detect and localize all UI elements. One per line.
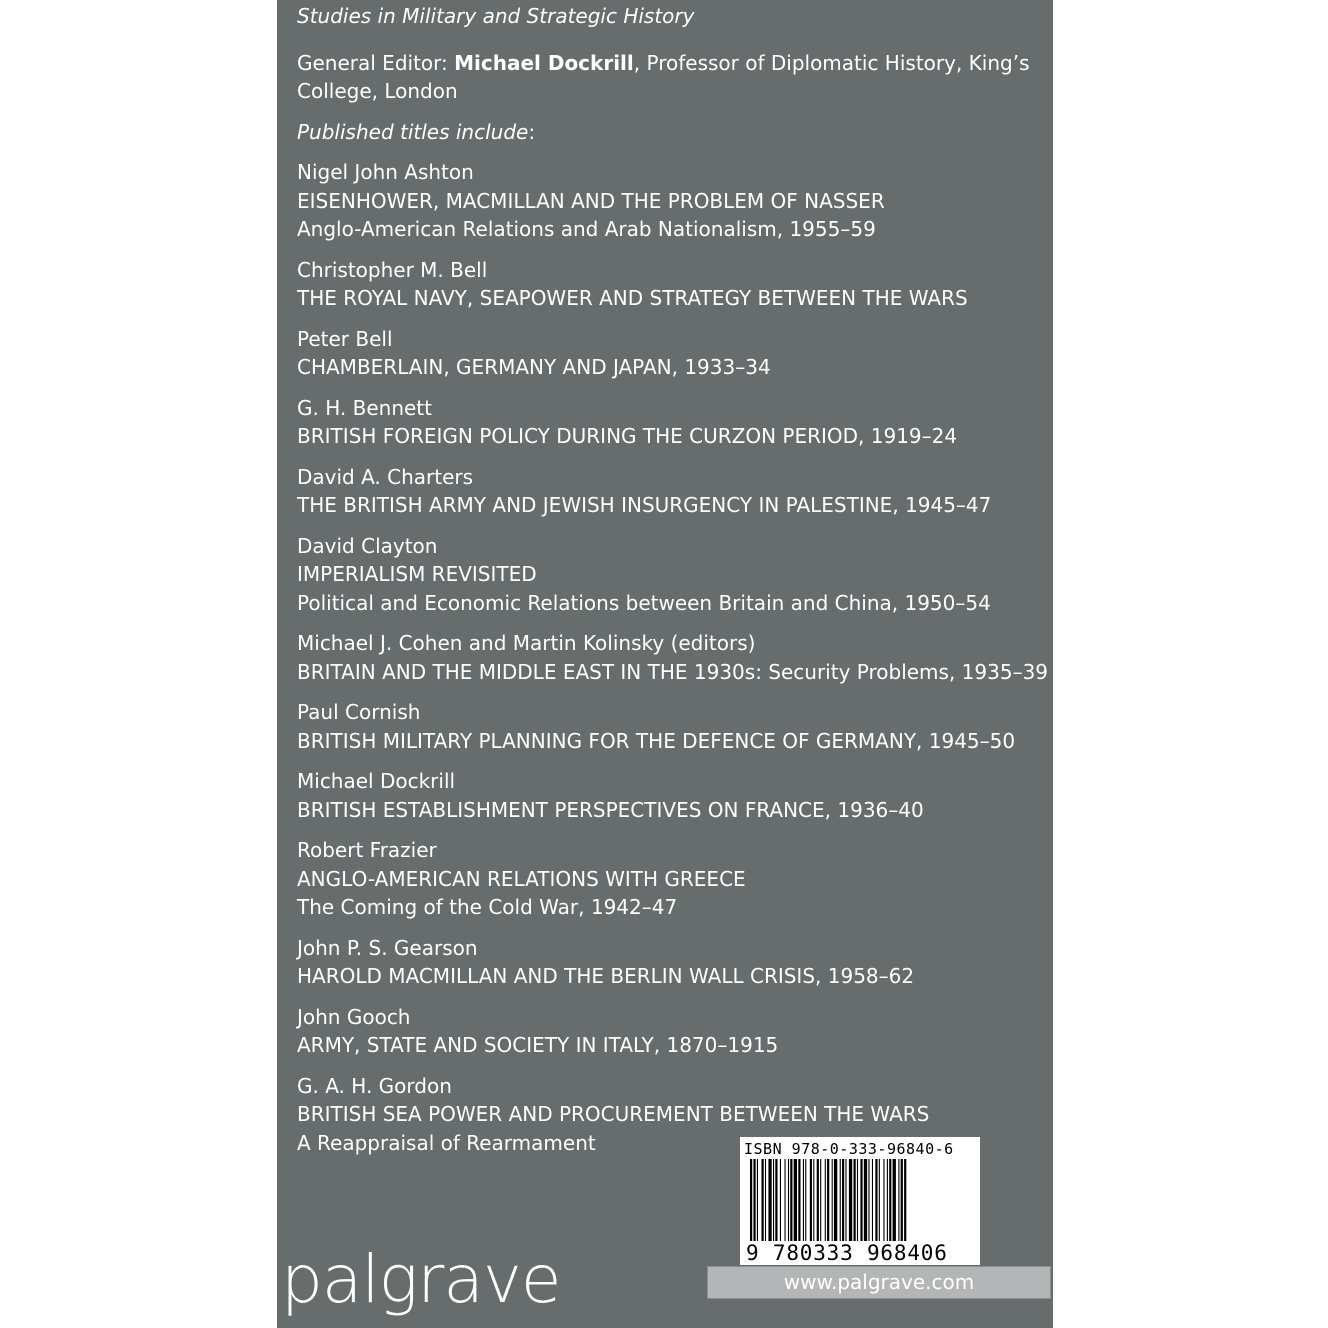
entry-title: THE ROYAL NAVY, SEAPOWER AND STRATEGY BETWEEN THE WARS bbox=[297, 286, 968, 310]
title-entry bbox=[297, 698, 1037, 755]
publisher-url: www.palgrave.com bbox=[707, 1266, 1051, 1299]
isbn-barcode bbox=[740, 1137, 980, 1265]
entry-author: Nigel John Ashton bbox=[297, 160, 474, 184]
published-intro-colon: : bbox=[528, 119, 536, 144]
entry-author: G. H. Bennett bbox=[297, 395, 432, 420]
title-entry bbox=[297, 836, 1037, 922]
entry-title: THE BRITISH ARMY AND JEWISH INSURGENCY IN PALESTINE, 1945–47 bbox=[297, 493, 992, 517]
entry-author: Paul Cornish bbox=[297, 700, 421, 724]
published-intro-text: Published titles include bbox=[297, 119, 529, 144]
title-entry bbox=[297, 256, 1037, 313]
entry-author: Robert Frazier bbox=[297, 838, 437, 862]
title-entry bbox=[297, 158, 1037, 244]
title-entry bbox=[297, 325, 1037, 382]
publisher-logo: palgrave bbox=[281, 1241, 561, 1318]
general-editor bbox=[297, 49, 1037, 106]
cover-text bbox=[297, 2, 1049, 1169]
book-back-cover bbox=[277, 0, 1053, 1328]
title-entry bbox=[297, 629, 1049, 686]
title-list bbox=[297, 158, 1049, 1157]
title-entry bbox=[297, 767, 1037, 824]
entry-title: ANGLO-AMERICAN RELATIONS WITH GREECE bbox=[297, 866, 746, 891]
entry-title: EISENHOWER, MACMILLAN AND THE PROBLEM OF NASSER bbox=[297, 188, 885, 213]
entry-title: HAROLD MACMILLAN AND THE BERLIN WALL CRISIS, 1958–62 bbox=[297, 964, 915, 988]
title-entry bbox=[297, 532, 1037, 618]
entry-title: IMPERIALISM REVISITED bbox=[297, 562, 537, 586]
entry-subtitle: Anglo-American Relations and Arab Nationalism, 1955–59 bbox=[297, 217, 876, 241]
entry-title: BRITISH ESTABLISHMENT PERSPECTIVES ON FRANCE, 1936–40 bbox=[297, 797, 924, 822]
entry-title: BRITAIN AND THE MIDDLE EAST IN THE 1930s: Security Problems, 1935–39 bbox=[297, 659, 1049, 684]
entry-author: Michael Dockrill bbox=[297, 769, 456, 793]
editor-label: General Editor: bbox=[297, 50, 455, 75]
title-entry bbox=[297, 463, 1037, 520]
title-entry bbox=[297, 1003, 1037, 1060]
entry-author: John P. S. Gearson bbox=[297, 935, 478, 960]
entry-author: Peter Bell bbox=[297, 326, 393, 351]
entry-author: Christopher M. Bell bbox=[297, 257, 488, 282]
entry-author: G. A. H. Gordon bbox=[297, 1073, 452, 1098]
editor-name: Michael Dockrill bbox=[454, 50, 634, 75]
entry-title: BRITISH MILITARY PLANNING FOR THE DEFENCE OF GERMANY, 1945–50 bbox=[297, 728, 1016, 753]
series-title: Studies in Military and Strategic History bbox=[297, 4, 695, 28]
entry-author: David Clayton bbox=[297, 533, 438, 558]
entry-subtitle: Political and Economic Relations between Britain and China, 1950–54 bbox=[297, 590, 991, 615]
barcode-bars bbox=[748, 1159, 972, 1251]
barcode-digits: 9 780333 968406 bbox=[746, 1241, 948, 1265]
entry-subtitle: A Reappraisal of Rearmament bbox=[297, 1130, 596, 1155]
entry-subtitle: The Coming of the Cold War, 1942–47 bbox=[297, 895, 678, 919]
title-entry bbox=[297, 934, 1037, 991]
editor-affiliation: , Professor of Diplomatic History, King’s College, London bbox=[297, 50, 1030, 103]
entry-author: Michael J. Cohen and Martin Kolinsky (editors) bbox=[297, 631, 756, 655]
entry-author: David A. Charters bbox=[297, 464, 474, 489]
entry-title: BRITISH SEA POWER AND PROCUREMENT BETWEEN THE WARS bbox=[297, 1102, 930, 1126]
isbn-number: ISBN 978-0-333-96840-6 bbox=[744, 1140, 954, 1158]
title-entry bbox=[297, 394, 1037, 451]
entry-title: CHAMBERLAIN, GERMANY AND JAPAN, 1933–34 bbox=[297, 355, 771, 379]
published-titles-heading bbox=[297, 118, 1037, 147]
entry-title: ARMY, STATE AND SOCIETY IN ITALY, 1870–1915 bbox=[297, 1033, 779, 1057]
entry-author: John Gooch bbox=[297, 1004, 411, 1029]
entry-title: BRITISH FOREIGN POLICY DURING THE CURZON PERIOD, 1919–24 bbox=[297, 424, 958, 448]
